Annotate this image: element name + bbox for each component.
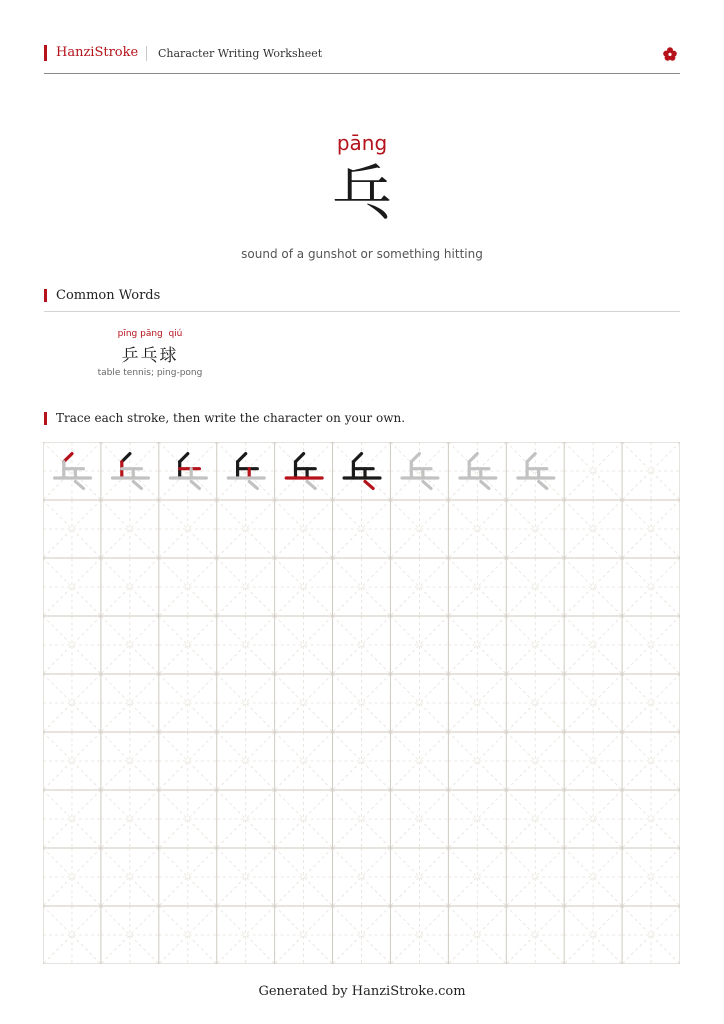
- character-stroke: [191, 481, 199, 488]
- word-pinyin: pīng pāng qiú: [117, 329, 183, 339]
- grid-cell[interactable]: [159, 906, 217, 964]
- grid-cell[interactable]: [43, 848, 101, 906]
- grid-cell[interactable]: [275, 790, 333, 848]
- footer-credit: Generated by HanziStroke.com: [258, 984, 466, 999]
- grid-cell[interactable]: [217, 848, 275, 906]
- grid-cell[interactable]: [159, 558, 217, 616]
- grid-cell[interactable]: [43, 558, 101, 616]
- grid-cell[interactable]: [333, 442, 391, 500]
- character-stroke: [469, 454, 477, 462]
- grid-cell[interactable]: [564, 500, 622, 558]
- grid-cell[interactable]: [101, 616, 159, 674]
- grid-cell[interactable]: [448, 674, 506, 732]
- common-word-item: [90, 329, 210, 378]
- character-stroke: [75, 481, 83, 488]
- grid-cell[interactable]: [159, 848, 217, 906]
- grid-cell[interactable]: [159, 616, 217, 674]
- grid-cell[interactable]: [390, 616, 448, 674]
- section-divider: [44, 311, 680, 312]
- character-hanzi: 乓: [332, 159, 392, 229]
- grid-cell[interactable]: [448, 848, 506, 906]
- brand-accent-bar: [44, 45, 47, 61]
- grid-cell[interactable]: [390, 442, 448, 500]
- grid-cell[interactable]: [101, 500, 159, 558]
- grid-cell[interactable]: [622, 674, 680, 732]
- character-stroke: [353, 454, 361, 462]
- grid-cell[interactable]: [506, 442, 564, 500]
- grid-cell[interactable]: [622, 442, 680, 500]
- grid-cell[interactable]: [564, 790, 622, 848]
- character-stroke: [539, 481, 547, 488]
- grid-cell[interactable]: [217, 500, 275, 558]
- grid-cell[interactable]: [564, 906, 622, 964]
- grid-cell[interactable]: [43, 616, 101, 674]
- section-accent-bar: [44, 412, 47, 425]
- common-words-title: Common Words: [56, 288, 161, 303]
- grid-cell[interactable]: [390, 790, 448, 848]
- grid-cell[interactable]: [101, 732, 159, 790]
- grid-cell[interactable]: [448, 442, 506, 500]
- grid-cell[interactable]: [275, 732, 333, 790]
- grid-cell[interactable]: [622, 558, 680, 616]
- grid-cell[interactable]: [506, 558, 564, 616]
- grid-cell[interactable]: [564, 732, 622, 790]
- grid-cell[interactable]: [275, 616, 333, 674]
- character-stroke: [307, 481, 315, 488]
- character-stroke: [527, 454, 535, 462]
- grid-cell[interactable]: [390, 500, 448, 558]
- grid-cell[interactable]: [390, 906, 448, 964]
- header-separator: [146, 46, 147, 61]
- grid-cell[interactable]: [275, 442, 333, 500]
- grid-cell[interactable]: [159, 674, 217, 732]
- grid-cell[interactable]: [333, 790, 391, 848]
- grid-cell[interactable]: [101, 906, 159, 964]
- grid-cell[interactable]: [217, 674, 275, 732]
- section-accent-bar: [44, 289, 47, 302]
- grid-cell[interactable]: [448, 790, 506, 848]
- grid-cell[interactable]: [506, 906, 564, 964]
- grid-cell[interactable]: [101, 442, 159, 500]
- grid-cell[interactable]: [506, 674, 564, 732]
- grid-cell[interactable]: [448, 616, 506, 674]
- character-stroke: [249, 481, 257, 488]
- grid-cell[interactable]: [43, 790, 101, 848]
- word-hanzi: 乒乓球: [121, 346, 179, 366]
- character-pinyin: pāng: [336, 131, 388, 155]
- grid-cell[interactable]: [390, 848, 448, 906]
- grid-cell[interactable]: [217, 732, 275, 790]
- grid-cell[interactable]: [448, 732, 506, 790]
- character-stroke: [133, 481, 141, 488]
- practice-grid-canvas[interactable]: [43, 442, 680, 964]
- grid-cell[interactable]: [564, 616, 622, 674]
- grid-cell[interactable]: [43, 674, 101, 732]
- grid-cell[interactable]: [448, 558, 506, 616]
- grid-cell[interactable]: [390, 732, 448, 790]
- grid-cell[interactable]: [159, 500, 217, 558]
- grid-cell[interactable]: [506, 500, 564, 558]
- word-meaning: table tennis; ping-pong: [97, 368, 203, 378]
- grid-cell[interactable]: [159, 442, 217, 500]
- grid-cell[interactable]: [43, 732, 101, 790]
- grid-cell[interactable]: [333, 674, 391, 732]
- grid-cell[interactable]: [101, 674, 159, 732]
- grid-cell[interactable]: [159, 732, 217, 790]
- worksheet-subtitle: Character Writing Worksheet: [158, 47, 323, 60]
- grid-cell[interactable]: [275, 906, 333, 964]
- grid-cell[interactable]: [390, 558, 448, 616]
- grid-cell[interactable]: [217, 442, 275, 500]
- character-stroke: [64, 454, 72, 462]
- grid-cell[interactable]: [333, 500, 391, 558]
- grid-cell[interactable]: [564, 848, 622, 906]
- grid-cell[interactable]: [275, 500, 333, 558]
- grid-cell[interactable]: [506, 848, 564, 906]
- flower-icon: [662, 46, 678, 62]
- grid-cell[interactable]: [622, 790, 680, 848]
- practice-grid[interactable]: [43, 442, 680, 964]
- grid-cell[interactable]: [390, 674, 448, 732]
- grid-cell[interactable]: [564, 558, 622, 616]
- grid-cell[interactable]: [275, 674, 333, 732]
- grid-cell[interactable]: [333, 848, 391, 906]
- character-stroke: [365, 481, 373, 488]
- brand-name: HanziStroke: [56, 45, 139, 60]
- grid-cell[interactable]: [448, 906, 506, 964]
- grid-cell[interactable]: [564, 442, 622, 500]
- grid-cell[interactable]: [217, 790, 275, 848]
- grid-cell[interactable]: [217, 906, 275, 964]
- grid-cell[interactable]: [101, 848, 159, 906]
- grid-cell[interactable]: [622, 616, 680, 674]
- grid-cell[interactable]: [333, 616, 391, 674]
- worksheet-header: [44, 44, 680, 74]
- grid-cell[interactable]: [564, 674, 622, 732]
- character-meaning: sound of a gunshot or something hitting: [241, 247, 483, 261]
- character-stroke: [411, 454, 419, 462]
- grid-cell[interactable]: [506, 616, 564, 674]
- grid-cell[interactable]: [622, 906, 680, 964]
- grid-cell[interactable]: [506, 790, 564, 848]
- grid-cell[interactable]: [43, 442, 101, 500]
- grid-cell[interactable]: [217, 558, 275, 616]
- character-stroke: [296, 454, 304, 462]
- grid-cell[interactable]: [333, 558, 391, 616]
- grid-cell[interactable]: [159, 790, 217, 848]
- grid-cell[interactable]: [448, 500, 506, 558]
- grid-cell[interactable]: [217, 616, 275, 674]
- grid-cell[interactable]: [101, 790, 159, 848]
- practice-instruction: Trace each stroke, then write the character on your own.: [56, 411, 406, 425]
- grid-cell[interactable]: [622, 732, 680, 790]
- grid-cell[interactable]: [275, 848, 333, 906]
- grid-cell[interactable]: [101, 558, 159, 616]
- grid-cell[interactable]: [333, 906, 391, 964]
- character-stroke: [423, 481, 431, 488]
- grid-cell[interactable]: [333, 732, 391, 790]
- grid-cell[interactable]: [622, 500, 680, 558]
- grid-cell[interactable]: [43, 906, 101, 964]
- character-stroke: [122, 454, 130, 462]
- character-stroke: [180, 454, 188, 462]
- character-stroke: [481, 481, 489, 488]
- grid-cell[interactable]: [43, 500, 101, 558]
- character-stroke: [238, 454, 246, 462]
- grid-cell[interactable]: [622, 848, 680, 906]
- grid-cell[interactable]: [506, 732, 564, 790]
- grid-cell[interactable]: [275, 558, 333, 616]
